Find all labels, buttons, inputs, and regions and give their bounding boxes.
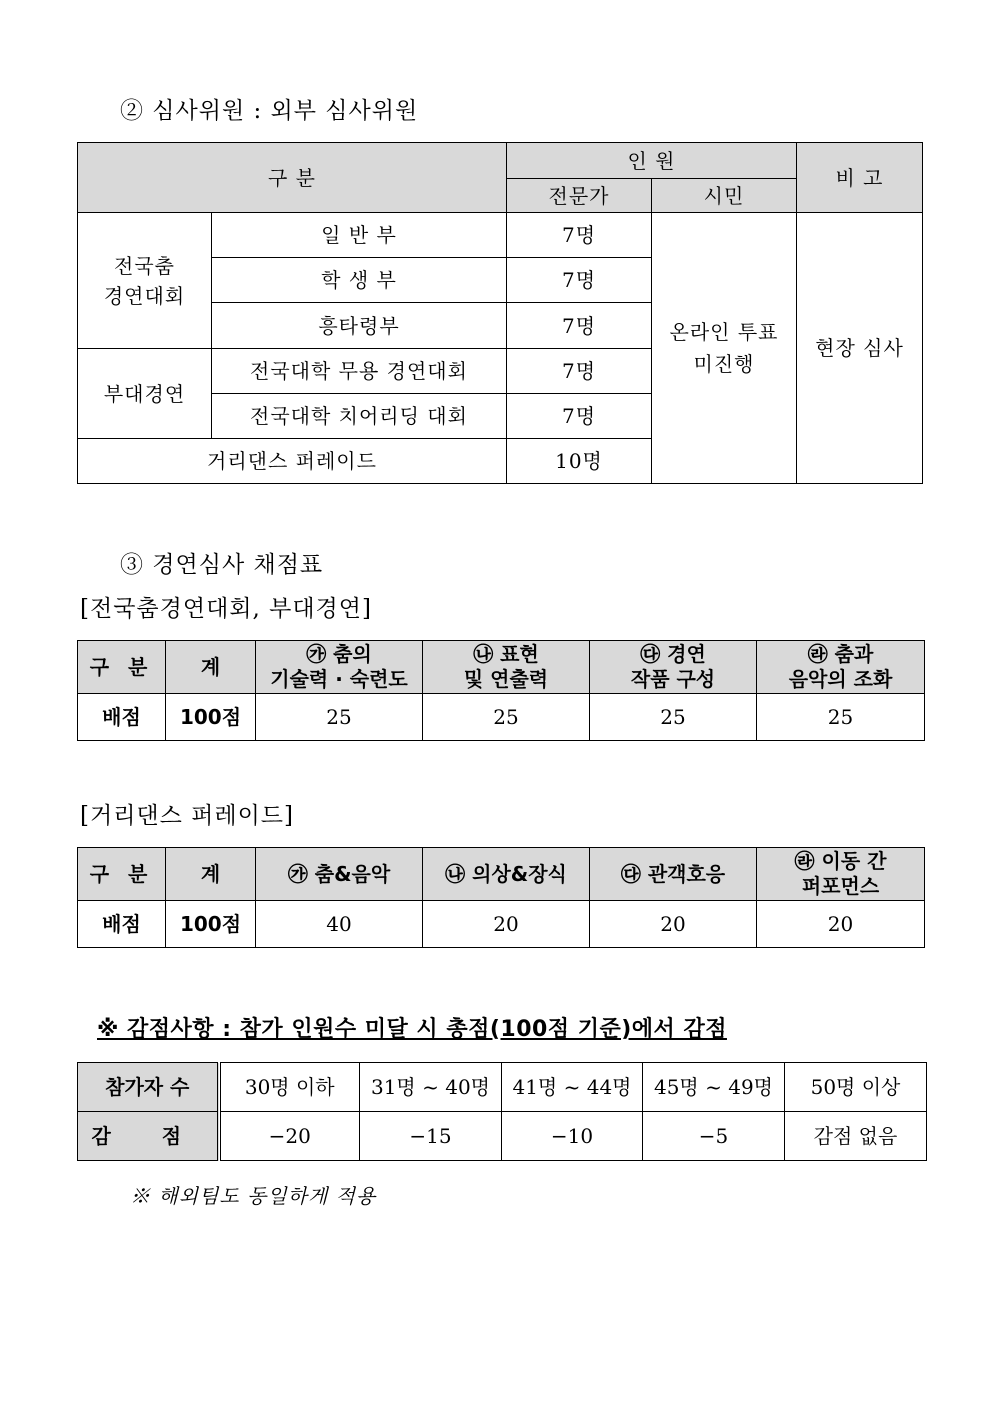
t3-header-col3: ㉰ 관객호응 <box>590 848 757 901</box>
t2-value-4: 25 <box>757 694 925 741</box>
header-citizen: 시민 <box>652 179 797 213</box>
group-side-competition: 부대경연 <box>78 349 212 439</box>
row-name-university-cheer: 전국대학 치어리딩 대회 <box>212 394 507 439</box>
label-participant-count: 참가자 수 <box>78 1063 219 1112</box>
citizen-value <box>652 213 797 484</box>
count-3: 41명 ~ 44명 <box>502 1063 643 1112</box>
scoring-table-1 <box>77 640 925 741</box>
row-name-general: 일 반 부 <box>212 213 507 258</box>
deduct-2: −15 <box>360 1112 502 1161</box>
row-expert-university-dance: 7명 <box>507 349 652 394</box>
group-national-dance-line2: 경연대회 <box>103 283 186 308</box>
count-1: 30명 이하 <box>219 1063 360 1112</box>
deduct-4: −5 <box>643 1112 785 1161</box>
count-4: 45명 ~ 49명 <box>643 1063 785 1112</box>
t3-value-3: 20 <box>590 901 757 948</box>
t2-header-col3: ㉰ 경연 작품 구성 <box>590 641 757 694</box>
t3-row-label: 배점 <box>78 901 166 948</box>
scoring-subheading-2: [거리댄스 퍼레이드] <box>80 803 295 829</box>
t2-header-col1: ㉮ 춤의 기술력 · 숙련도 <box>256 641 423 694</box>
count-2: 31명 ~ 40명 <box>360 1063 502 1112</box>
row-expert-street-dance: 10명 <box>507 439 652 484</box>
deduct-5: 감점 없음 <box>785 1112 927 1161</box>
row-expert-student: 7명 <box>507 258 652 303</box>
header-expert: 전문가 <box>507 179 652 213</box>
row-name-university-dance: 전국대학 무용 경연대회 <box>212 349 507 394</box>
t3-row-total: 100점 <box>166 901 256 948</box>
t3-header-col1: ㉮ 춤&음악 <box>256 848 423 901</box>
row-expert-university-cheer: 7명 <box>507 394 652 439</box>
header-note: 비 고 <box>797 143 923 213</box>
label-deduction: 감 점 <box>78 1112 219 1161</box>
row-name-student: 학 생 부 <box>212 258 507 303</box>
header-category: 구 분 <box>78 143 507 213</box>
t2-value-1: 25 <box>256 694 423 741</box>
t2-header-total: 계 <box>166 641 256 694</box>
note-value: 현장 심사 <box>797 213 923 484</box>
t3-header-category: 구 분 <box>78 848 166 901</box>
t2-header-col2: ㉯ 표현 및 연출력 <box>423 641 590 694</box>
deduct-1: −20 <box>219 1112 360 1161</box>
citizen-line2: 미진행 <box>693 352 755 376</box>
deduction-table <box>77 1062 927 1161</box>
section3-heading: ③ 경연심사 채점표 <box>120 552 324 578</box>
t3-header-col4: ㉱ 이동 간 퍼포먼스 <box>757 848 925 901</box>
judges-table <box>77 142 923 484</box>
t2-header-category: 구 분 <box>78 641 166 694</box>
row-expert-heungtaryeong: 7명 <box>507 303 652 349</box>
deduction-heading: ※ 감점사항 : 참가 인원수 미달 시 총점(100점 기준)에서 감점 <box>97 1017 727 1042</box>
t3-header-total: 계 <box>166 848 256 901</box>
row-name-heungtaryeong: 흥타령부 <box>212 303 507 349</box>
scoring-subheading-1: [전국춤경연대회, 부대경연] <box>80 596 372 622</box>
t2-value-3: 25 <box>590 694 757 741</box>
t2-row-total: 100점 <box>166 694 256 741</box>
header-personnel: 인 원 <box>507 143 797 179</box>
group-national-dance-line1: 전국춤 <box>114 253 175 278</box>
section2-heading: ② 심사위원 : 외부 심사위원 <box>120 98 419 124</box>
t3-value-4: 20 <box>757 901 925 948</box>
deduct-3: −10 <box>502 1112 643 1161</box>
t3-value-2: 20 <box>423 901 590 948</box>
t2-value-2: 25 <box>423 694 590 741</box>
group-national-dance <box>78 213 212 349</box>
count-5: 50명 이상 <box>785 1063 927 1112</box>
t3-header-col2: ㉯ 의상&장식 <box>423 848 590 901</box>
t2-header-col4: ㉱ 춤과 음악의 조화 <box>757 641 925 694</box>
overseas-note: ※ 해외팀도 동일하게 적용 <box>130 1184 377 1208</box>
row-name-street-dance: 거리댄스 퍼레이드 <box>78 439 507 484</box>
citizen-line1: 온라인 투표 <box>669 320 779 344</box>
row-expert-general: 7명 <box>507 213 652 258</box>
t3-value-1: 40 <box>256 901 423 948</box>
t2-row-label: 배점 <box>78 694 166 741</box>
scoring-table-2 <box>77 847 925 948</box>
